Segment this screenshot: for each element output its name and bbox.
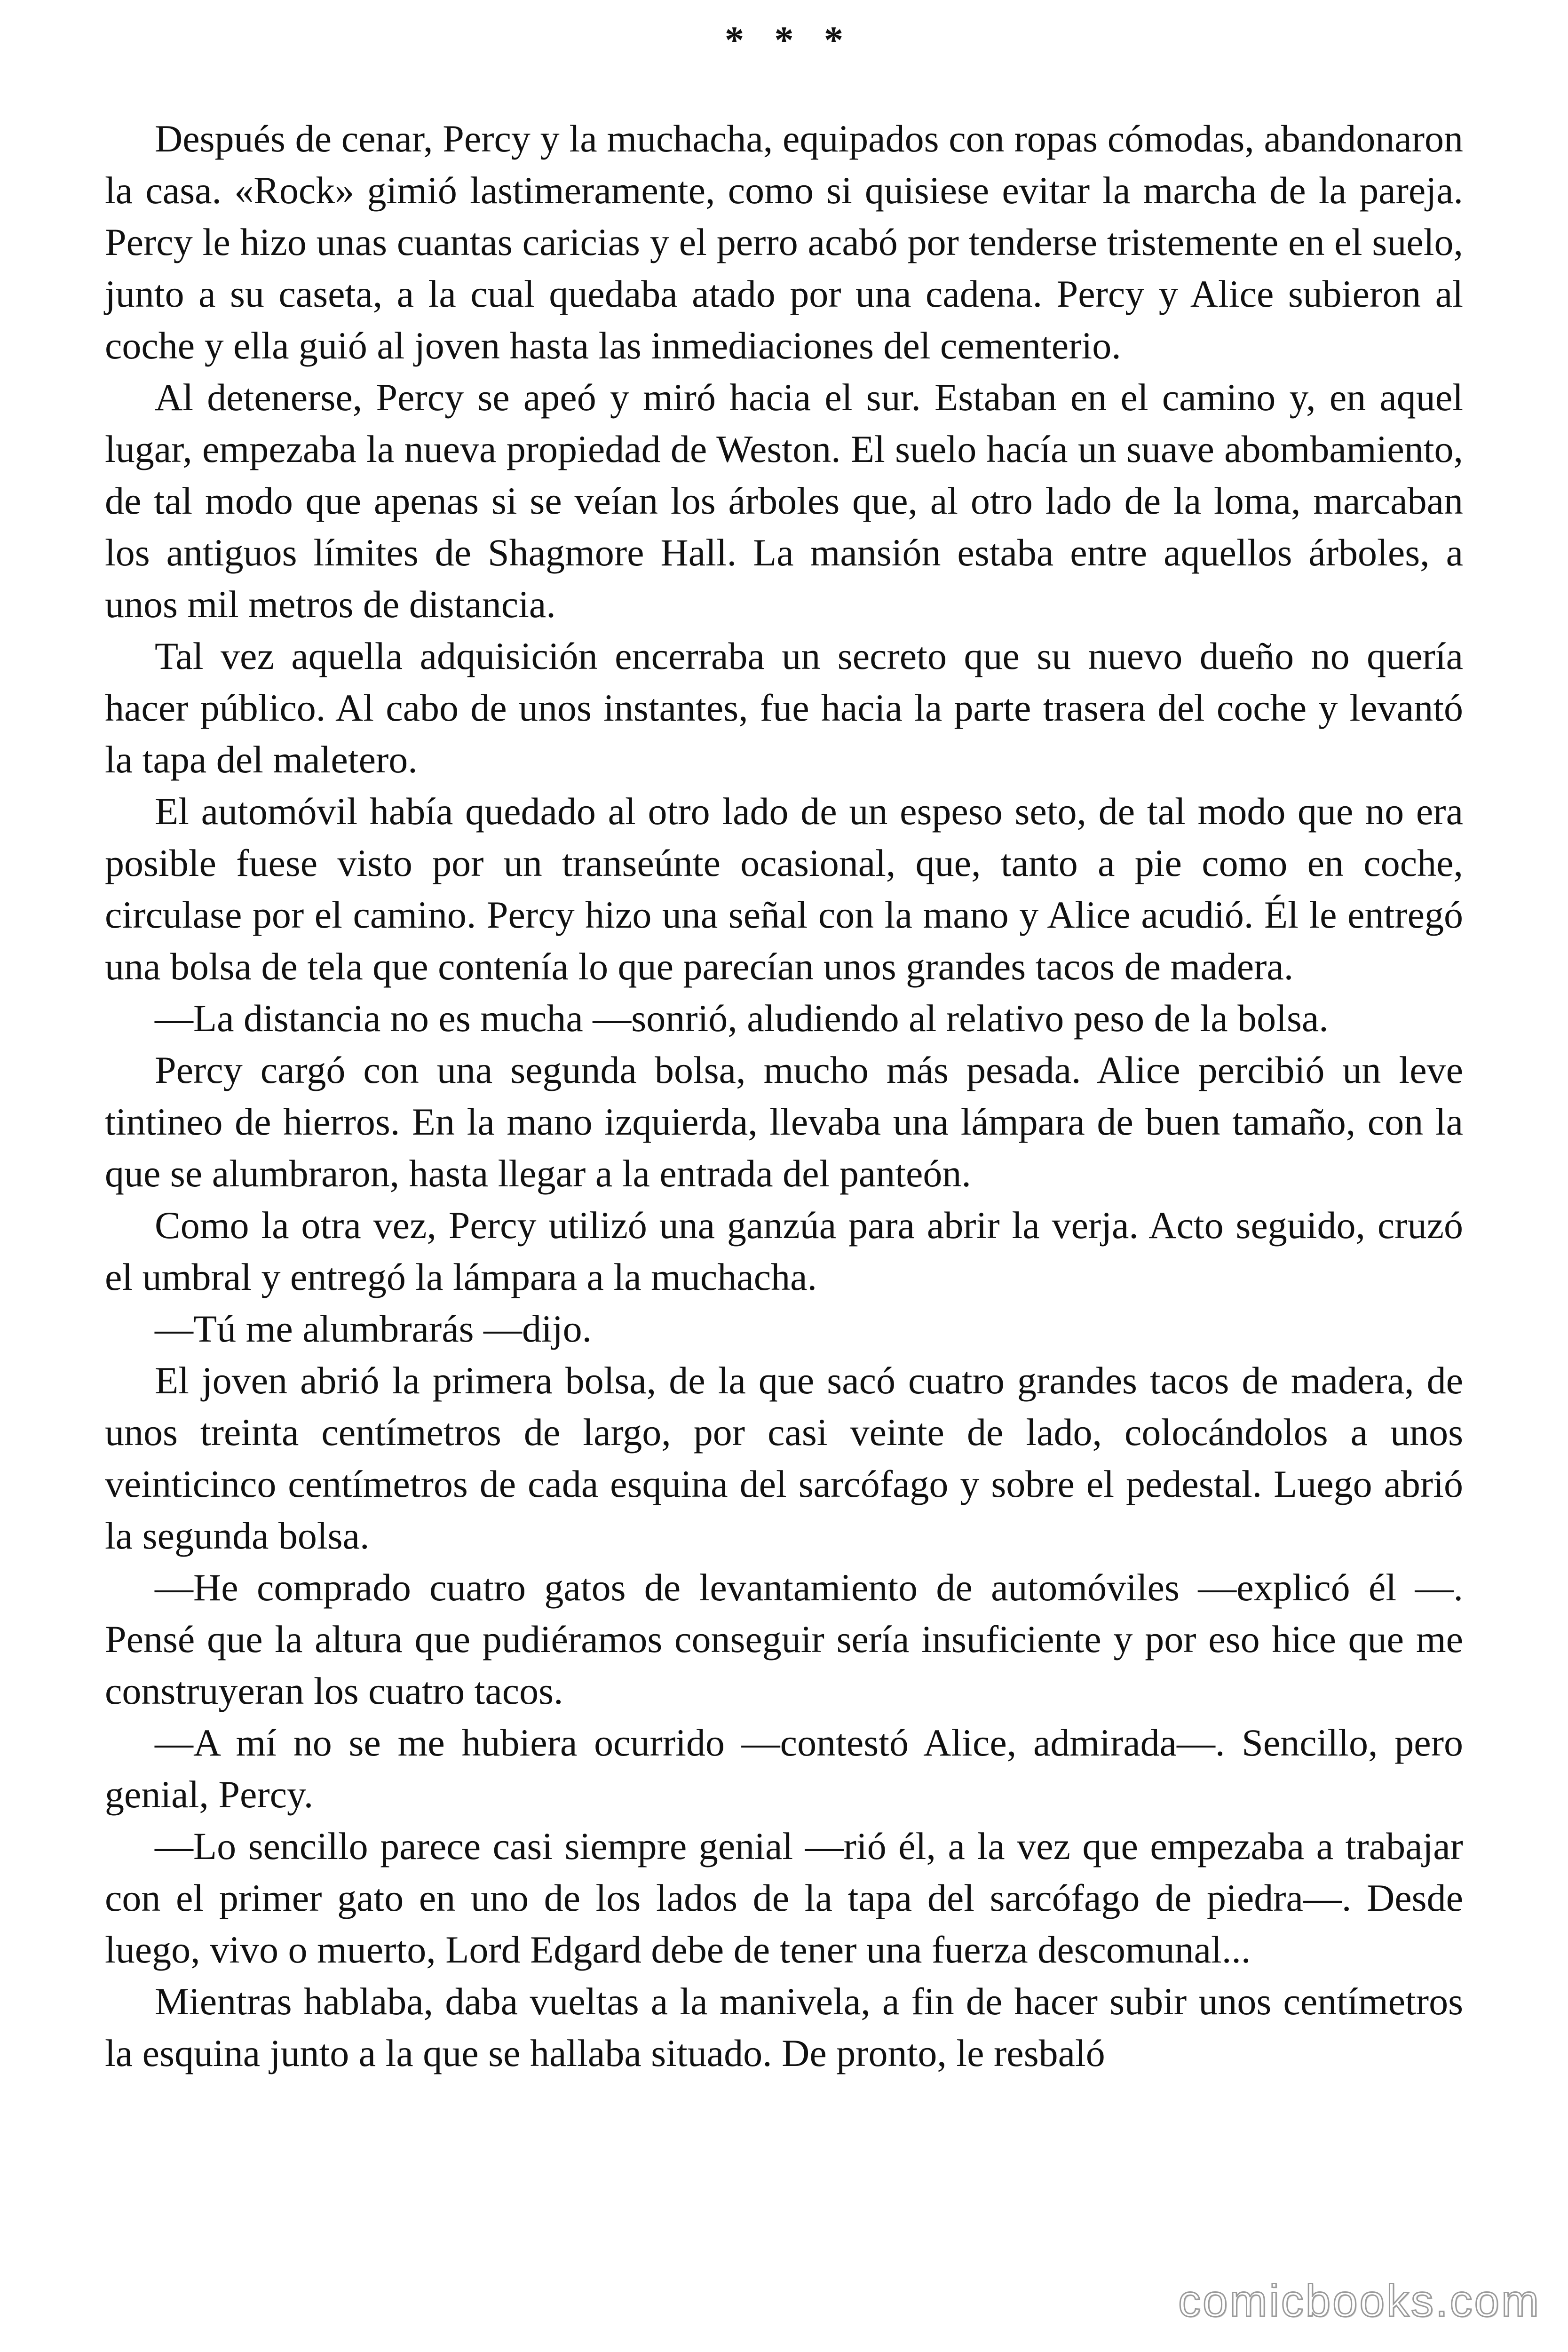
paragraph: El automóvil había quedado al otro lado de un espeso seto, de tal modo que no era posible fuese visto por un transeúnte ocasional, que, tanto a pie como en coche, circulase por el camino. Percy hizo una señal con la mano y Alice acudió. Él le entregó una bolsa de tela que contenía lo que parecían unos grandes tacos de madera.: [105, 790, 1463, 988]
paragraph: —Tú me alumbrarás —dijo.: [155, 1307, 592, 1350]
paragraph: Después de cenar, Percy y la muchacha, equipados con ropas cómodas, abandonaron la casa. «Rock» gimió lastimeramente, como si quisiese evitar la marcha de la pareja. Percy le hizo unas cuantas caricias y el perro acabó por tenderse tristemente en el suelo, junto a su caseta, a la cual quedaba atado por una cadena. Percy y Alice subieron al coche y ella guió al joven hasta las inmediaciones del cementerio.: [105, 117, 1463, 367]
paragraph: Percy cargó con una segunda bolsa, mucho más pesada. Alice percibió un leve tintineo de hierros. En la mano izquierda, llevaba una lámpara de buen tamaño, con la que se alumbraron, hasta llegar a la entrada del panteón.: [105, 1049, 1463, 1195]
body-text: [105, 113, 1463, 2079]
paragraph: —He comprado cuatro gatos de levantamiento de automóviles —explicó él —. Pensé que la altura que pudiéramos conseguir sería insuficiente y por eso hice que me construyeran los cuatro tacos.: [105, 1566, 1463, 1712]
paragraph: —La distancia no es mucha —sonrió, aludiendo al relativo peso de la bolsa.: [155, 997, 1329, 1040]
paragraph: —A mí no se me hubiera ocurrido —contestó Alice, admirada—. Sencillo, pero genial, Percy.: [105, 1721, 1463, 1816]
paragraph: —Lo sencillo parece casi siempre genial —rió él, a la vez que empezaba a trabajar con el primer gato en uno de los lados de la tapa del sarcófago de piedra—. Desde luego, vivo o muerto, Lord Edgard debe de tener una fuerza descomunal...: [105, 1825, 1463, 1971]
paragraph: Al detenerse, Percy se apeó y miró hacia el sur. Estaban en el camino y, en aquel lugar, empezaba la nueva propiedad de Weston. El suelo hacía un suave abombamiento, de tal modo que apenas si se veían los árboles que, al otro lado de la loma, marcaban los antiguos límites de Shagmore Hall. La mansión estaba entre aquellos árboles, a unos mil metros de distancia.: [105, 376, 1463, 626]
book-page: [105, 14, 1463, 2079]
paragraph: El joven abrió la primera bolsa, de la que sacó cuatro grandes tacos de madera, de unos treinta centímetros de largo, por casi veinte de lado, colocándolos a unos veinticinco centímetros de cada esquina del sarcófago y sobre el pedestal. Luego abrió la segunda bolsa.: [105, 1359, 1463, 1557]
paragraph: Tal vez aquella adquisición encerraba un secreto que su nuevo dueño no quería hacer público. Al cabo de unos instantes, fue hacia la parte trasera del coche y levantó la tapa del maletero.: [105, 635, 1463, 781]
section-divider: * * *: [725, 18, 854, 61]
watermark-logo: comicbooks.com: [1178, 2276, 1541, 2326]
paragraph: Mientras hablaba, daba vueltas a la manivela, a fin de hacer subir unos centímetros la esquina junto a la que se hallaba situado. De pronto, le resbaló: [105, 1980, 1463, 2074]
paragraph: Como la otra vez, Percy utilizó una ganzúa para abrir la verja. Acto seguido, cruzó el umbral y entregó la lámpara a la muchacha.: [105, 1204, 1463, 1298]
